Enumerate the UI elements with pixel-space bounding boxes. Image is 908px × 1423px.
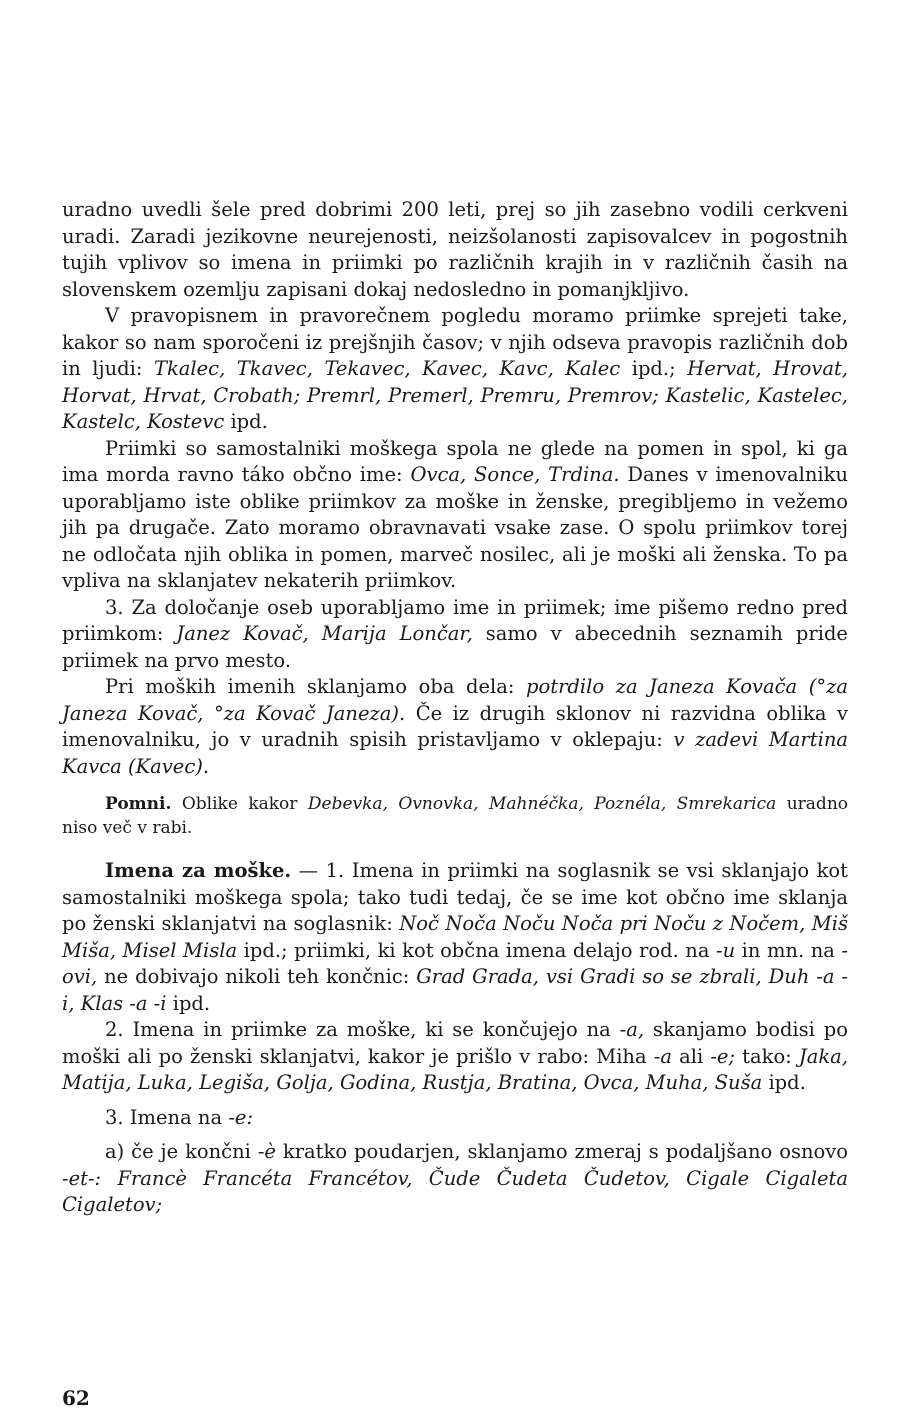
text-run: tako: <box>735 1044 799 1068</box>
text-run: Pri moških imenih sklanjamo oba dela: <box>105 675 527 698</box>
italic-text: -et-: <box>62 1166 102 1190</box>
text-run: ne dobivajo nikoli teh končnic: <box>97 965 417 988</box>
paragraph-4 <box>62 595 848 675</box>
italic-text: Debevka, Ovnovka, Mahnéčka, Poznéla, Smrekarica <box>307 794 777 814</box>
paragraph-1 <box>62 197 848 303</box>
paragraph-8 <box>62 1017 848 1097</box>
text-run: in mn. na <box>735 938 842 962</box>
text-run: Danes v imenovalniku uporabljamo iste oblike priimkov za moške in ženske, pregibljemo in vežemo jih pa drugače. Zato moramo obravnavati vsake zase. O spolu priimkov torej ne odločata njih oblika in pomen, marveč nosilec, ali je moški ali ženska. To pa vpliva na sklanjatev nekaterih priimkov. <box>62 463 849 592</box>
note-pomni <box>62 792 848 840</box>
italic-text: -è <box>257 1140 276 1163</box>
text-run: skanjamo bodisi po moški ali po ženski sklanjatvi, kakor je prišlo v rabo: Miha <box>62 1018 849 1068</box>
text-run <box>101 1167 117 1190</box>
paragraph-9 <box>62 1105 848 1132</box>
section-imena-za-moske <box>62 858 848 1017</box>
bold-text: Imena za moške. <box>105 859 292 882</box>
italic-text: -e; <box>710 1044 736 1068</box>
page-number: 62 <box>62 1386 90 1410</box>
bold-text: Pomni. <box>105 794 172 814</box>
italic-text: Hervat, Hrovat, Horvat, Hrvat, Crobath; Premrl, Premerl, Premru, Premrov; Kastelic, Kastelec, Kastelc, Kostevc <box>62 357 848 433</box>
text-run: a) če je končni <box>105 1140 258 1163</box>
text-run: ipd.; priimki, ki kot občna imena delajo rod. na <box>237 938 716 962</box>
italic-text: Grad Grada, vsi Gradi so se zbrali, Duh -a -i, Klas -a -i <box>62 965 849 1015</box>
text-run: samo v abecednih seznamih pride priimek na prvo mesto. <box>62 622 848 672</box>
italic-text: -u <box>715 938 736 962</box>
paragraph-2 <box>62 303 848 436</box>
text-run: ali <box>671 1044 711 1068</box>
text-run: Priimki so samostalniki moškega spola ne glede na pomen in spol, ki ga ima morda ravno táko občno ime: <box>62 436 848 486</box>
italic-text: Janez Kovač, Marija Lončar, <box>176 622 473 645</box>
text-run: 2. Imena in priimke za moške, ki se končujejo na <box>105 1018 620 1041</box>
text-run: 3. Za določanje oseb uporabljamo ime in priimek; ime pišemo redno pred priimkom: <box>62 595 848 645</box>
paragraph-5 <box>62 674 848 780</box>
text-run: ipd. <box>762 1071 806 1094</box>
text-run: V pravopisnem in pravorečnem pogledu moramo priimke sprejeti take, kakor so nam sporočeni iz prejšnjih časov; v njih odseva pravopis različnih dob in ljudi: <box>62 304 848 380</box>
page-body <box>62 197 848 1219</box>
paragraph-10 <box>62 1139 848 1219</box>
text-run: 3. Imena na <box>105 1105 229 1129</box>
italic-text: potrdilo za Janeza Kovača (°za Janeza Kovač, °za Kovač Janeza). <box>62 675 848 725</box>
text-run: ipd. <box>166 991 211 1015</box>
text-run: ipd. <box>224 410 268 433</box>
text-run: Če iz drugih sklonov ni razvidna oblika v imenovalniku, jo v uradnih spisih pristavljamo v oklepaju: <box>62 701 848 751</box>
italic-text: Jaka, Matija, Luka, Legiša, Golja, Godina, Rustja, Bratina, Ovca, Muha, Suša <box>62 1044 848 1094</box>
text-run: uradno niso več v rabi. <box>62 794 848 838</box>
text-run: kratko poudarjen, sklanjamo zmeraj s podaljšano osnovo <box>275 1140 849 1163</box>
italic-text: Tkalec, Tkavec, Tekavec, Kavec, Kavc, Kalec <box>153 357 621 380</box>
text-run: ipd.; <box>620 357 688 380</box>
italic-text: Francè Francéta Francétov, Čude Čudeta Čudetov, Cigale Cigaleta Cigaletov; <box>62 1166 848 1216</box>
italic-text: -a <box>653 1044 672 1068</box>
text-run: — 1. Imena in priimki na soglasnik se vsi sklanjajo kot samostalniki moškega spola; tako tudi tedaj, če se ime kot občno ime sklanja po ženski sklanjatvi na soglasnik: <box>62 859 848 935</box>
paragraph-3 <box>62 436 848 595</box>
italic-text: -a, <box>619 1018 645 1041</box>
italic-text: Noč Noča Noču Noča pri Noču z Nočem, Miš Miša, Misel Misla <box>62 912 848 962</box>
italic-text: -e: <box>228 1105 254 1129</box>
text-run: Oblike kakor <box>171 794 308 814</box>
italic-text: -ovi, <box>62 938 848 988</box>
text-run: uradno uvedli šele pred dobrimi 200 leti, prej so jih zasebno vodili cerkveni uradi. Zaradi jezikovne neurejenosti, neizšolanosti zapisovalcev in pogostnih tujih vplivov so imena in priimki po različnih krajih in v različnih časih na slovenskem ozemlju zapisani dokaj nedosledno in pomanjkljivo. <box>62 198 848 301</box>
italic-text: Ovca, Sonce, Trdina. <box>410 463 620 486</box>
italic-text: v zadevi Martina Kavca (Kavec). <box>62 728 849 778</box>
